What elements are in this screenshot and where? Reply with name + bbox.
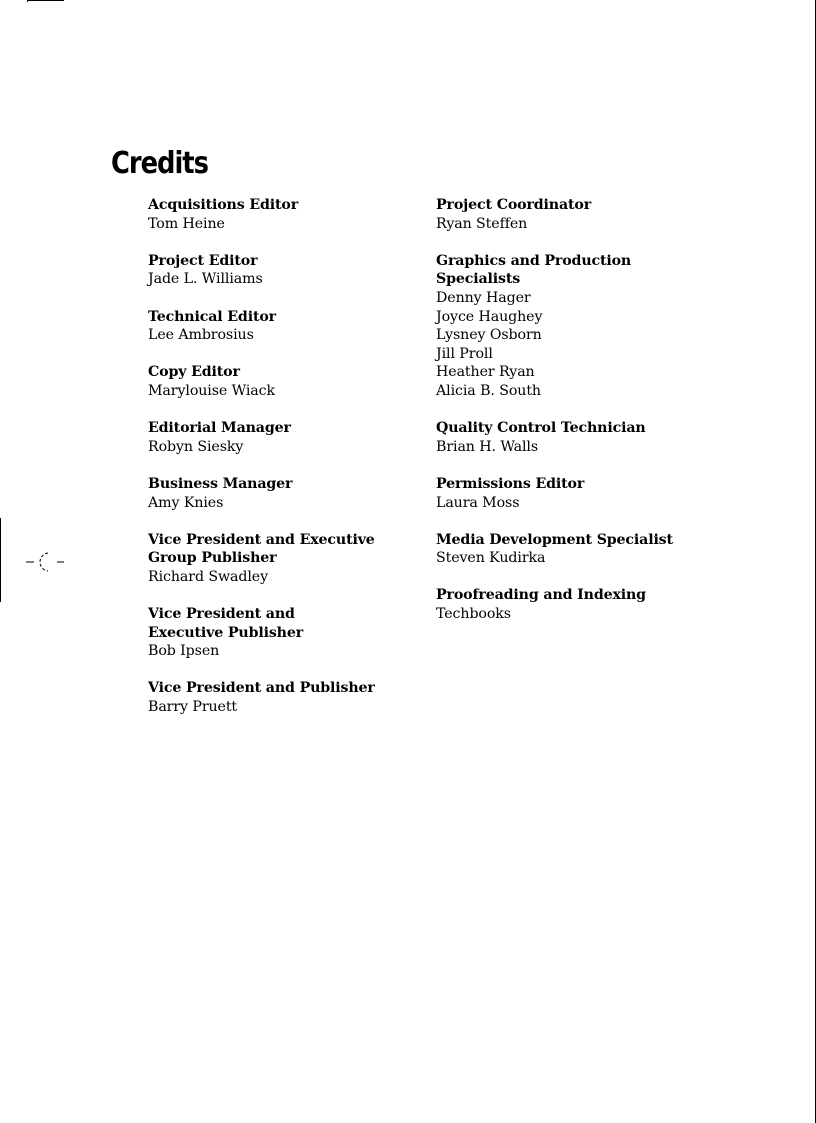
credit-name: Robyn Siesky bbox=[148, 438, 244, 455]
credit-role: Copy Editor bbox=[148, 364, 240, 381]
credit-group bbox=[148, 531, 413, 587]
credits-left-column bbox=[148, 196, 413, 735]
credit-group bbox=[148, 475, 413, 512]
credit-name: Barry Pruett bbox=[148, 699, 238, 716]
credit-name: Richard Swadley bbox=[148, 568, 268, 585]
credit-role: Graphics and Production Specialists bbox=[436, 252, 632, 288]
credit-role: Editorial Manager bbox=[148, 420, 291, 437]
page-title: Credits bbox=[111, 146, 208, 181]
credit-role: Vice President and Publisher bbox=[148, 680, 375, 697]
credit-name: Lee Ambrosius bbox=[148, 327, 254, 344]
credit-name: Alicia B. South bbox=[436, 382, 541, 399]
credit-name: Lysney Osborn bbox=[436, 327, 542, 344]
credit-role: Vice President and Executive Group Publisher bbox=[148, 531, 375, 567]
credit-group bbox=[436, 252, 706, 401]
credit-role: Project Editor bbox=[148, 252, 258, 269]
credit-role: Acquisitions Editor bbox=[148, 197, 299, 213]
crop-mark-left bbox=[0, 518, 1, 602]
credit-role: Technical Editor bbox=[148, 308, 276, 325]
credit-group bbox=[436, 531, 706, 568]
credit-name: Bob Ipsen bbox=[148, 643, 220, 660]
credit-role: Quality Control Technician bbox=[436, 420, 646, 437]
credit-name: Laura Moss bbox=[436, 494, 520, 511]
credit-name: Marylouise Wiack bbox=[148, 382, 275, 399]
credit-group bbox=[148, 196, 413, 233]
credit-name: Ryan Steffen bbox=[436, 215, 528, 232]
credit-name: Jill Proll bbox=[436, 345, 493, 362]
credit-role: Project Coordinator bbox=[436, 197, 592, 213]
credit-name: Jade L. Williams bbox=[148, 271, 263, 288]
credits-right-column bbox=[436, 196, 706, 642]
credit-name: Techbooks bbox=[436, 606, 511, 623]
credit-name: Denny Hager bbox=[436, 289, 531, 306]
credit-group bbox=[148, 252, 413, 289]
credit-name: Brian H. Walls bbox=[436, 438, 539, 455]
credit-role: Proofreading and Indexing bbox=[436, 587, 646, 604]
crop-mark-top bbox=[27, 0, 64, 1]
credit-group bbox=[148, 605, 413, 661]
credit-name: Heather Ryan bbox=[436, 364, 535, 381]
registration-mark-icon bbox=[26, 550, 66, 574]
credit-role: Vice President and Executive Publisher bbox=[148, 606, 304, 641]
credit-group bbox=[436, 419, 706, 456]
credit-role: Media Development Specialist bbox=[436, 531, 673, 548]
credit-name: Tom Heine bbox=[148, 215, 225, 232]
credit-group bbox=[436, 586, 706, 623]
credit-name: Steven Kudirka bbox=[436, 550, 546, 567]
credit-name: Amy Knies bbox=[148, 494, 224, 511]
credit-role: Permissions Editor bbox=[436, 475, 585, 492]
credit-group bbox=[148, 679, 413, 716]
crop-mark-top-tick bbox=[27, 0, 28, 2]
credit-group bbox=[436, 196, 706, 233]
credit-group bbox=[148, 363, 413, 400]
credit-group bbox=[148, 308, 413, 345]
credit-group bbox=[436, 475, 706, 512]
credit-role: Business Manager bbox=[148, 475, 293, 492]
credit-group bbox=[148, 419, 413, 456]
credit-name: Joyce Haughey bbox=[436, 308, 543, 325]
